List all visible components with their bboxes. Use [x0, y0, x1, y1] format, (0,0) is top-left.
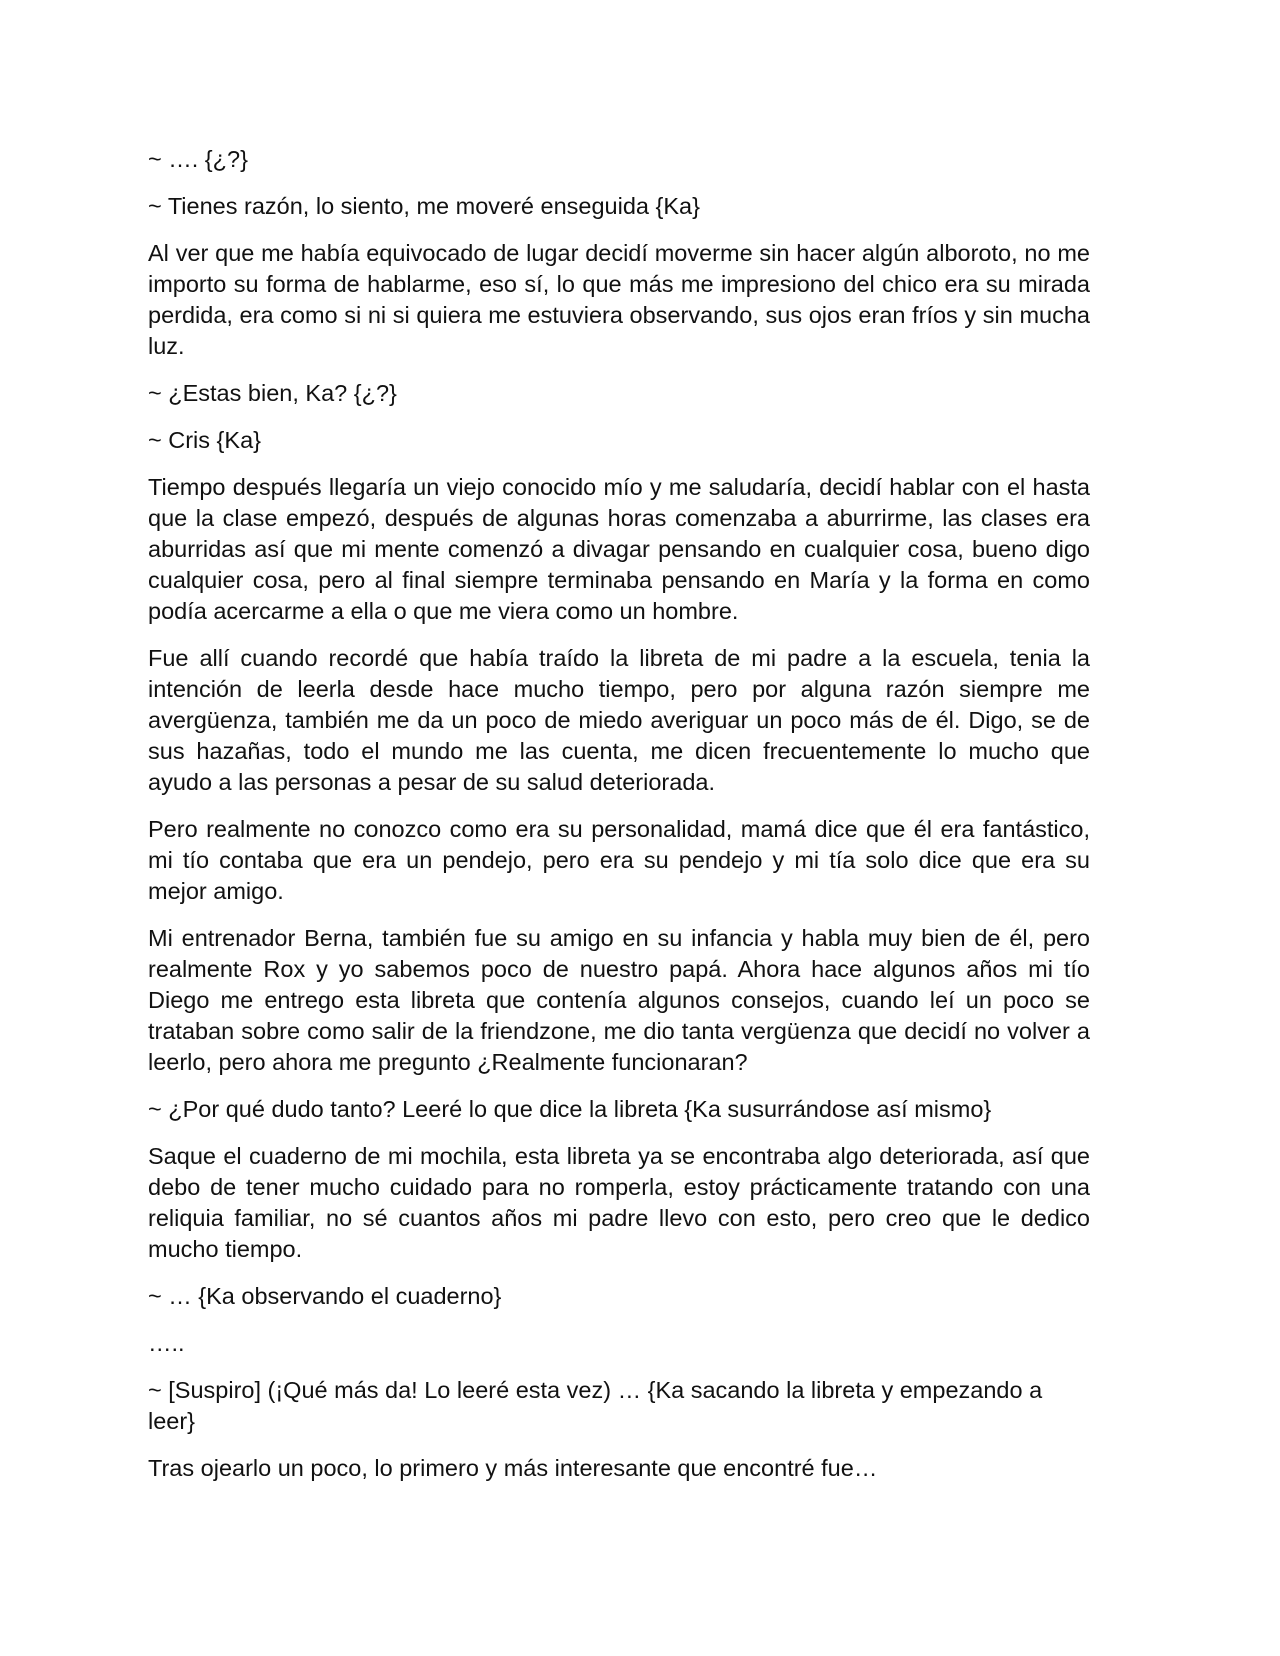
dialog-line: ~ …. {¿?} [148, 146, 248, 172]
narration-paragraph: Fue allí cuando recordé que había traído la libreta de mi padre a la escuela, tenia la intención de leerla desde hace mucho tiempo, pero por alguna razón siempre me avergüenza, también me da un poco de miedo averiguar un poco más de él. Digo, se de sus hazañas, todo el mundo me las cuenta, me dicen frecuentemente lo mucho que ayudo a las personas a pesar de su salud deteriorada. [148, 645, 1090, 795]
dialog-line: ~ … {Ka observando el cuaderno} [148, 1283, 502, 1309]
narration-paragraph: Mi entrenador Berna, también fue su amigo en su infancia y habla muy bien de él, pero realmente Rox y yo sabemos poco de nuestro papá. Ahora hace algunos años mi tío Diego me entrego esta libreta que contenía algunos consejos, cuando leí un poco se trataban sobre como salir de la friendzone, me dio tanta vergüenza que decidí no volver a leerlo, pero ahora me pregunto ¿Realmente funcionaran? [148, 925, 1090, 1075]
closing-line: Tras ojearlo un poco, lo primero y más interesante que encontré fue… [148, 1455, 878, 1481]
ellipsis-line: ….. [148, 1330, 185, 1356]
dialog-line: ~ ¿Estas bien, Ka? {¿?} [148, 380, 397, 406]
narration-paragraph: Saque el cuaderno de mi mochila, esta libreta ya se encontraba algo deteriorada, así que debo de tener mucho cuidado para no romperla, estoy prácticamente tratando con una reliquia familiar, no sé cuantos años mi padre llevo con esto, pero creo que le dedico mucho tiempo. [148, 1143, 1090, 1262]
narration-paragraph: Pero realmente no conozco como era su personalidad, mamá dice que él era fantástico, mi tío contaba que era un pendejo, pero era su pendejo y mi tía solo dice que era su mejor amigo. [148, 816, 1090, 904]
dialog-line: ~ ¿Por qué dudo tanto? Leeré lo que dice la libreta {Ka susurrándose así mismo} [148, 1096, 992, 1122]
narration-paragraph: Tiempo después llegaría un viejo conocido mío y me saludaría, decidí hablar con el hasta que la clase empezó, después de algunas horas comenzaba a aburrirme, las clases era aburridas así que mi mente comenzó a divagar pensando en cualquier cosa, bueno digo cualquier cosa, pero al final siempre terminaba pensando en María y la forma en como podía acercarme a ella o que me viera como un hombre. [148, 474, 1090, 624]
narration-paragraph: Al ver que me había equivocado de lugar decidí moverme sin hacer algún alboroto, no me importo su forma de hablarme, eso sí, lo que más me impresiono del chico era su mirada perdida, era como si ni si quiera me estuviera observando, sus ojos eran fríos y sin mucha luz. [148, 240, 1090, 359]
dialog-line: ~ [Suspiro] (¡Qué más da! Lo leeré esta vez) … {Ka sacando la libreta y empezando a leer} [148, 1377, 1043, 1434]
dialog-line: ~ Tienes razón, lo siento, me moveré enseguida {Ka} [148, 193, 700, 219]
document-page [148, 144, 1090, 1500]
dialog-line: ~ Cris {Ka} [148, 427, 261, 453]
